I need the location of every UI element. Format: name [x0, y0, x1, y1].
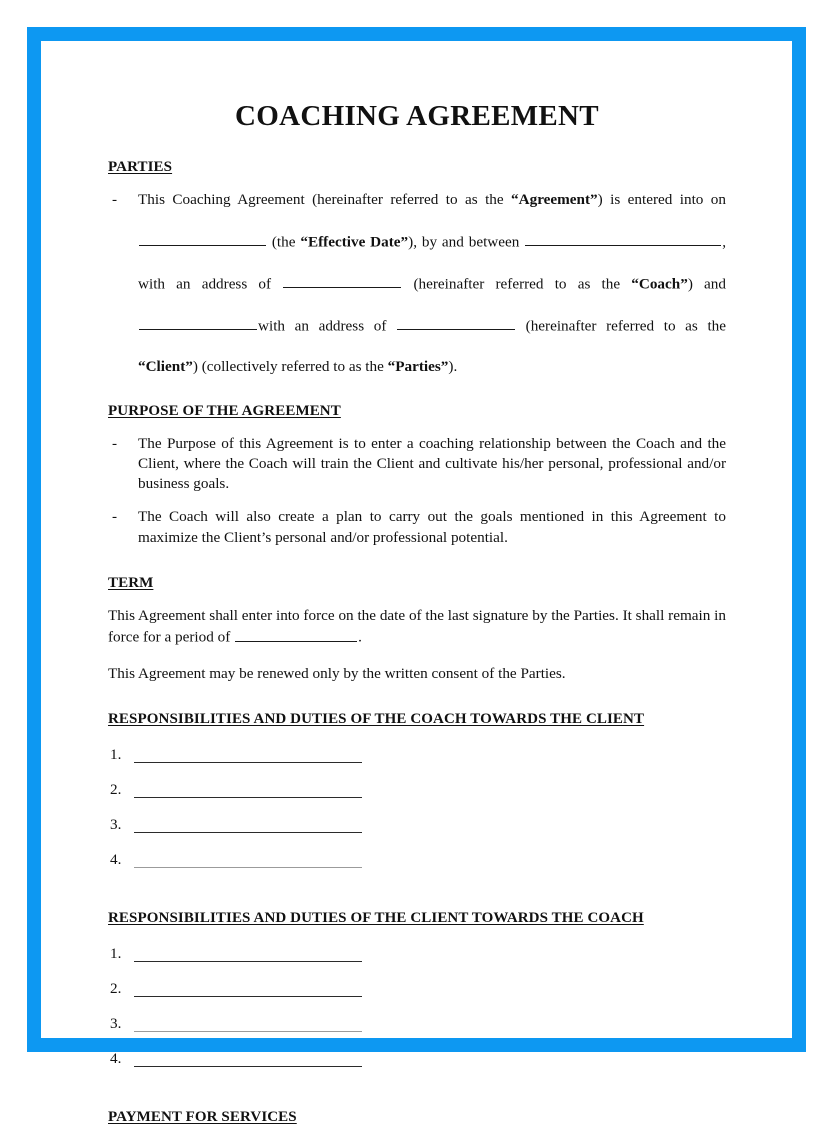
parties-line-1	[138, 190, 726, 230]
parties-clause	[108, 190, 726, 376]
list-item	[108, 746, 726, 781]
client-address-blank[interactable]	[397, 315, 515, 330]
parties-list	[108, 190, 726, 376]
effective-date-blank[interactable]	[139, 231, 266, 246]
client-name-blank[interactable]	[139, 315, 257, 330]
bullet-dash: -	[112, 508, 118, 526]
term-paragraph-1	[108, 606, 726, 648]
list-item	[108, 851, 726, 886]
parties-line1-text-a: This Coaching Agreement (hereinafter referred to as the	[138, 191, 512, 209]
client-duty-blank-1[interactable]	[134, 961, 362, 962]
purpose-item-1-text: The Purpose of this Agreement is to enter a coaching relationship between the Coach and the Client, where the Coach will train the Client and cultivate his/her personal, professional and/or business goals.	[138, 434, 726, 493]
parties-line2-comma: ,	[722, 233, 726, 251]
term-client: “Client”	[138, 357, 193, 375]
bullet-dash: -	[112, 434, 118, 452]
purpose-list	[108, 434, 726, 548]
term-parties: “Parties”	[387, 357, 449, 375]
list-item	[108, 945, 726, 980]
parties-line4-text-a: with an address of	[258, 317, 387, 335]
list-item	[108, 980, 726, 1015]
parties-line2-text-a: (the	[271, 233, 301, 251]
heading-parties: PARTIES	[108, 159, 173, 176]
heading-purpose: PURPOSE OF THE AGREEMENT	[108, 402, 341, 419]
list-number: 4.	[110, 850, 122, 868]
term-period-blank[interactable]	[235, 626, 357, 641]
purpose-item-2-text: The Coach will also create a plan to carry out the goals mentioned in this Agreement to maximize the Client’s personal and/or professional potential.	[138, 508, 726, 546]
list-number: 2.	[110, 780, 122, 798]
list-number: 3.	[110, 815, 122, 833]
parties-line5-text-b: ).	[448, 357, 458, 375]
list-item	[108, 816, 726, 851]
term-paragraph-2: This Agreement may be renewed only by the written consent of the Parties.	[108, 664, 566, 682]
parties-line-2	[138, 231, 726, 273]
term-paragraph-1-period: .	[358, 628, 362, 646]
coach-address-blank[interactable]	[283, 273, 401, 288]
term-coach: “Coach”	[631, 275, 688, 293]
heading-payment-for-services: PAYMENT FOR SERVICES	[108, 1108, 297, 1125]
coach-name-blank[interactable]	[525, 231, 721, 246]
term-paragraph-1-text: This Agreement shall enter into force on the date of the last signature by the Parties. It shall remain in force for a period of	[108, 606, 726, 646]
list-item	[108, 1015, 726, 1050]
list-number: 2.	[110, 979, 122, 997]
client-duty-blank-2[interactable]	[134, 996, 362, 997]
parties-line2-text-b: ), by and between	[408, 233, 520, 251]
responsibilities-coach-list	[108, 746, 726, 886]
parties-line-5	[138, 357, 726, 377]
coach-duty-blank-1[interactable]	[134, 762, 362, 763]
list-number: 1.	[110, 944, 122, 962]
purpose-item-1	[108, 434, 726, 495]
coach-duty-blank-3[interactable]	[134, 832, 362, 833]
document-content	[108, 100, 726, 1126]
page-title: COACHING AGREEMENT	[235, 100, 599, 132]
parties-line3-text-a: with an address of	[138, 275, 272, 293]
parties-line-3	[138, 273, 726, 315]
coach-duty-blank-2[interactable]	[134, 797, 362, 798]
heading-responsibilities-coach: RESPONSIBILITIES AND DUTIES OF THE COACH TOWARDS THE CLIENT	[108, 710, 645, 727]
list-number: 1.	[110, 745, 122, 763]
parties-line4-text-b: (hereinafter referred to as the	[525, 317, 726, 335]
list-number: 3.	[110, 1014, 122, 1032]
client-duty-blank-4[interactable]	[134, 1066, 362, 1067]
parties-line5-text-a: ) (collectively referred to as the	[192, 357, 388, 375]
heading-term: TERM	[108, 574, 154, 591]
parties-line1-text-b: ) is entered into on	[597, 191, 726, 209]
purpose-item-2	[108, 507, 726, 547]
heading-responsibilities-client: RESPONSIBILITIES AND DUTIES OF THE CLIENT TOWARDS THE COACH	[108, 909, 644, 926]
parties-line3-text-c: ) and	[687, 275, 726, 293]
list-number: 4.	[110, 1049, 122, 1067]
term-agreement: “Agreement”	[511, 191, 598, 209]
coach-duty-blank-4[interactable]	[134, 867, 362, 868]
responsibilities-client-list	[108, 945, 726, 1085]
parties-line-4	[138, 315, 726, 357]
bullet-dash: -	[112, 191, 118, 209]
list-item	[108, 781, 726, 816]
term-effective-date: “Effective Date”	[300, 233, 409, 251]
parties-line3-text-b: (hereinafter referred to as the	[413, 275, 632, 293]
client-duty-blank-3[interactable]	[134, 1031, 362, 1032]
